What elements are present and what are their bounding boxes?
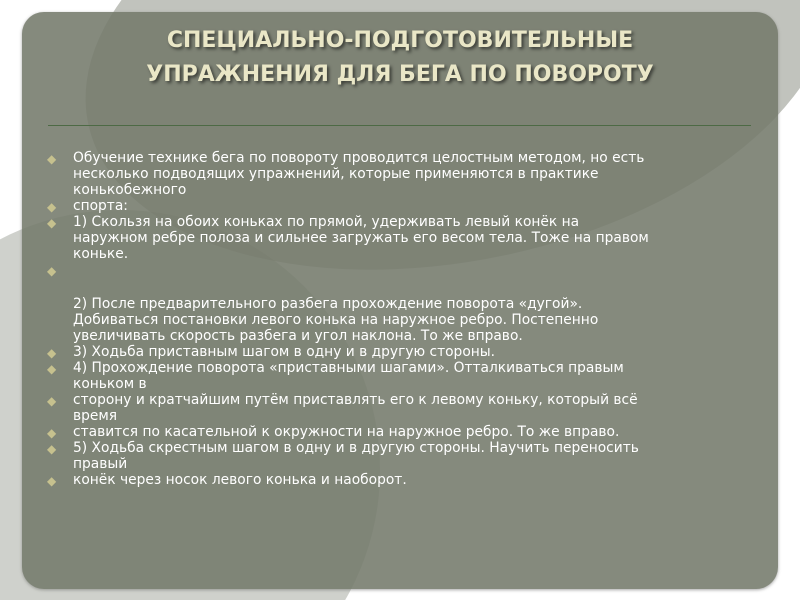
paragraph-empty: [45, 262, 760, 278]
text-line: [73, 246, 760, 262]
text-line: [73, 408, 760, 424]
slide-title: [80, 24, 720, 92]
paragraph-sport: [45, 198, 760, 214]
paragraph-exercise-1: [45, 214, 760, 262]
text-line: [73, 182, 760, 198]
paragraph-exercise-4: [45, 360, 760, 392]
text-line: [73, 166, 760, 182]
text-line: [47, 214, 760, 230]
bullet-icon: ◆: [47, 152, 57, 166]
text-line: [73, 296, 760, 312]
paragraph-exercise-4-continued: [45, 392, 760, 424]
bullet-icon: ◆: [47, 442, 57, 456]
text-line: [47, 392, 760, 408]
text-line: [73, 328, 760, 344]
text-line: [73, 312, 760, 328]
text-line: [47, 344, 760, 360]
bullet-icon: ◆: [47, 264, 57, 278]
text-line: [47, 424, 760, 440]
text-line-content: правый: [73, 456, 128, 472]
text-line-content: несколько подводящих упражнений, которые применяются в практике: [73, 166, 599, 182]
bullet-icon: ◆: [47, 426, 57, 440]
text-line: [47, 472, 760, 488]
paragraph-exercise-3: [45, 344, 760, 360]
bullet-icon: ◆: [47, 362, 57, 376]
text-line: [47, 440, 760, 456]
text-line-content: спорта:: [73, 198, 128, 214]
body-text: [45, 150, 760, 488]
slide-title-line-2: УПРАЖНЕНИЯ ДЛЯ БЕГА ПО ПОВОРОТУ: [146, 62, 654, 87]
text-line-content: конёк через носок левого конька и наоборот.: [73, 472, 407, 488]
text-line-content: 3) Ходьба приставным шагом в одну и в другую стороны.: [73, 344, 496, 360]
text-line: [47, 198, 760, 214]
text-line-content: конькобежного: [73, 182, 187, 198]
text-line-content: увеличивать скорость разбега и угол наклона. То же вправо.: [73, 328, 523, 344]
title-divider: [48, 125, 751, 126]
text-line-content: сторону и кратчайшим путём приставлять его к левому коньку, который всё: [73, 392, 638, 408]
text-line-content: наружном ребре полоза и сильнее загружать его весом тела. Тоже на правом: [73, 230, 649, 246]
text-line: [73, 230, 760, 246]
paragraph-exercise-5: [45, 440, 760, 472]
bullet-icon: ◆: [47, 474, 57, 488]
text-line-content: коньке.: [73, 246, 129, 262]
text-line: [73, 456, 760, 472]
text-line-content: 1) Скользя на обоих коньках по прямой, удерживать левый конёк на: [73, 214, 580, 230]
text-line: [47, 262, 760, 278]
text-line-content: Обучение технике бега по повороту проводится целостным методом, но есть: [73, 150, 645, 166]
text-line-content: 4) Прохождение поворота «приставными шагами». Отталкиваться правым: [73, 360, 624, 376]
text-line-content: 5) Ходьба скрестным шагом в одну и в другую стороны. Научить переносить: [73, 440, 639, 456]
paragraph-exercise-5-end: [45, 472, 760, 488]
bullet-icon: ◆: [47, 346, 57, 360]
text-line: [73, 376, 760, 392]
paragraph-exercise-4-end: [45, 424, 760, 440]
paragraph-exercise-2: [45, 296, 760, 344]
bullet-icon: ◆: [47, 200, 57, 214]
text-line: [47, 150, 760, 166]
text-line-content: 2) После предварительного разбега прохождение поворота «дугой».: [73, 296, 583, 312]
bullet-icon: ◆: [47, 394, 57, 408]
text-line-content: Добиваться постановки левого конька на наружное ребро. Постепенно: [73, 312, 599, 328]
paragraph-intro: [45, 150, 760, 198]
text-line-content: время: [73, 408, 118, 424]
text-line: [47, 360, 760, 376]
slide-title-line-1: СПЕЦИАЛЬНО-ПОДГОТОВИТЕЛЬНЫЕ: [166, 28, 634, 53]
bullet-icon: ◆: [47, 216, 57, 230]
text-line-content: ставится по касательной к окружности на наружное ребро. То же вправо.: [73, 424, 620, 440]
text-line-content: коньком в: [73, 376, 147, 392]
